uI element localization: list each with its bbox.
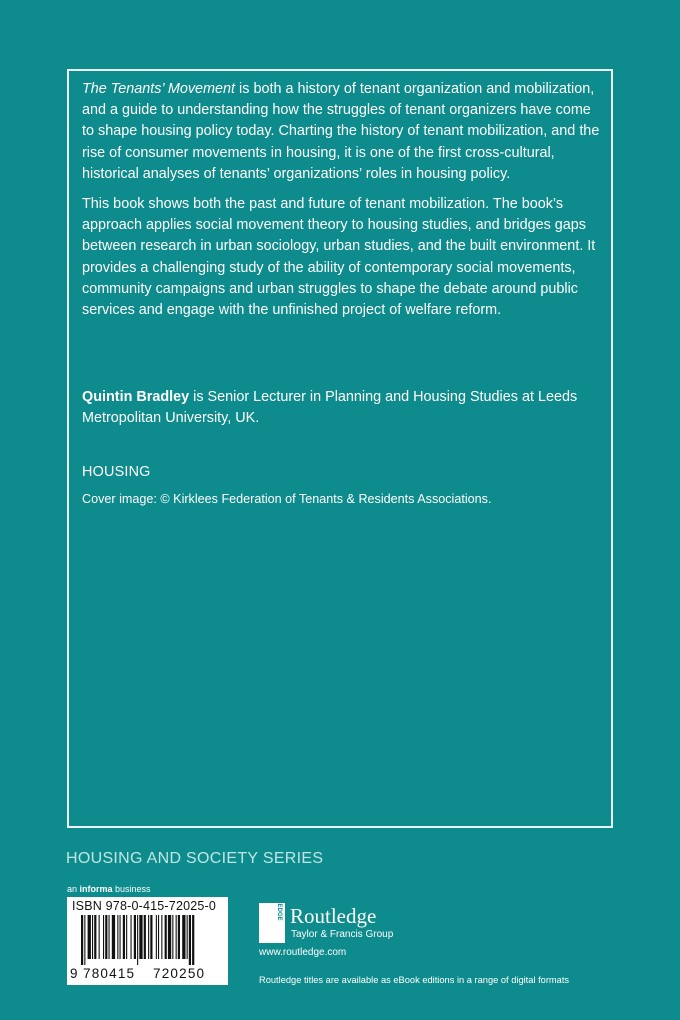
barcode-bar [84,915,85,965]
barcode-bar [81,915,83,965]
informa-brand: informa [79,884,113,894]
barcode-bar [192,915,194,965]
isbn-number: ISBN 978-0-415-72025-0 [72,899,217,913]
author-bio [82,387,602,429]
routledge-logo-icon [259,883,285,943]
barcode-bar [150,915,152,959]
informa-suffix: business [112,884,151,894]
barcode-bar [172,915,173,959]
barcode-bar [109,915,110,959]
barcode-bar [139,915,142,959]
series-title: HOUSING AND SOCIETY SERIES [66,850,324,867]
publisher-url[interactable]: www.routledge.com [259,947,347,958]
barcode-bar [105,915,107,959]
book-title: The Tenants’ Movement [82,81,236,97]
barcode-bar [176,915,177,959]
barcode-bar [178,915,180,959]
barcode-digit-first: 9 [70,966,79,981]
barcode-bar [182,915,185,959]
barcode-bar [156,915,157,959]
barcode-bar [123,915,125,959]
barcode-bar [148,915,149,959]
blurb-paragraph-2: This book shows both the past and future of tenant mobilization. The book’s approach applies social movement theory to housing studies, and bridges gaps between research in urban sociology, urban studies, and the built environment. It provides a challenging study of the ability of contemporary social movements, community campaigns and urban struggles to shape the debate around public services and engage with the unfinished project of welfare reform. [82,196,596,319]
blurb-paragraph-1 [82,79,602,185]
routledge-vertical-mark: ROUTLEDGE [276,883,282,921]
author-bio-text: is Senior Lecturer in Planning and Housing Studies at Leeds Metropolitan University, UK. [82,389,578,427]
barcode-bar [187,915,188,959]
ebook-note: Routledge titles are available as eBook editions in a range of digital formats [259,975,570,985]
subject-category: HOUSING [82,464,151,480]
barcode-bar [103,915,104,959]
informa-business-label [67,884,151,894]
barcode-digits-left: 780415 [83,966,136,981]
barcode-bar [168,915,171,959]
barcode-bar [99,915,100,959]
blurb-paragraph-1-text: is both a history of tenant organization and mobilization, and a guide to understanding how the struggles of tenant organizers have come to shape housing policy today. Charting the history of tenant mobilization, and the rise of consumer movements in housing, it is one of the first cross-cultural, historical analyses of tenants’ organizations’ roles in housing policy. [82,81,600,182]
barcode-bar [144,915,146,959]
barcode-bar [165,915,167,959]
publisher-name: Routledge [290,904,377,928]
back-cover-blurb [82,79,602,330]
barcode-bar [134,915,136,959]
barcode-bar [126,915,127,959]
author-name: Quintin Bradley [82,389,190,405]
barcode-bars [71,915,224,965]
publisher-group: Taylor & Francis Group [291,929,394,940]
informa-prefix: an [67,884,80,894]
cover-image-credit: Cover image: © Kirklees Federation of Tenants & Residents Associations. [82,492,492,506]
barcode-bar [137,915,138,965]
barcode-bar [112,915,115,959]
barcode-digits-right: 720250 [153,966,206,981]
barcode-bar [120,915,121,959]
barcode-bar [92,915,93,959]
barcode-bar [88,915,91,959]
barcode-bar [94,915,96,959]
isbn-barcode [67,897,228,985]
barcode-bar [131,915,132,959]
barcode-bar [189,915,191,965]
barcode-bar [117,915,118,959]
barcode-bar [158,915,159,959]
barcode-bar [161,915,162,959]
